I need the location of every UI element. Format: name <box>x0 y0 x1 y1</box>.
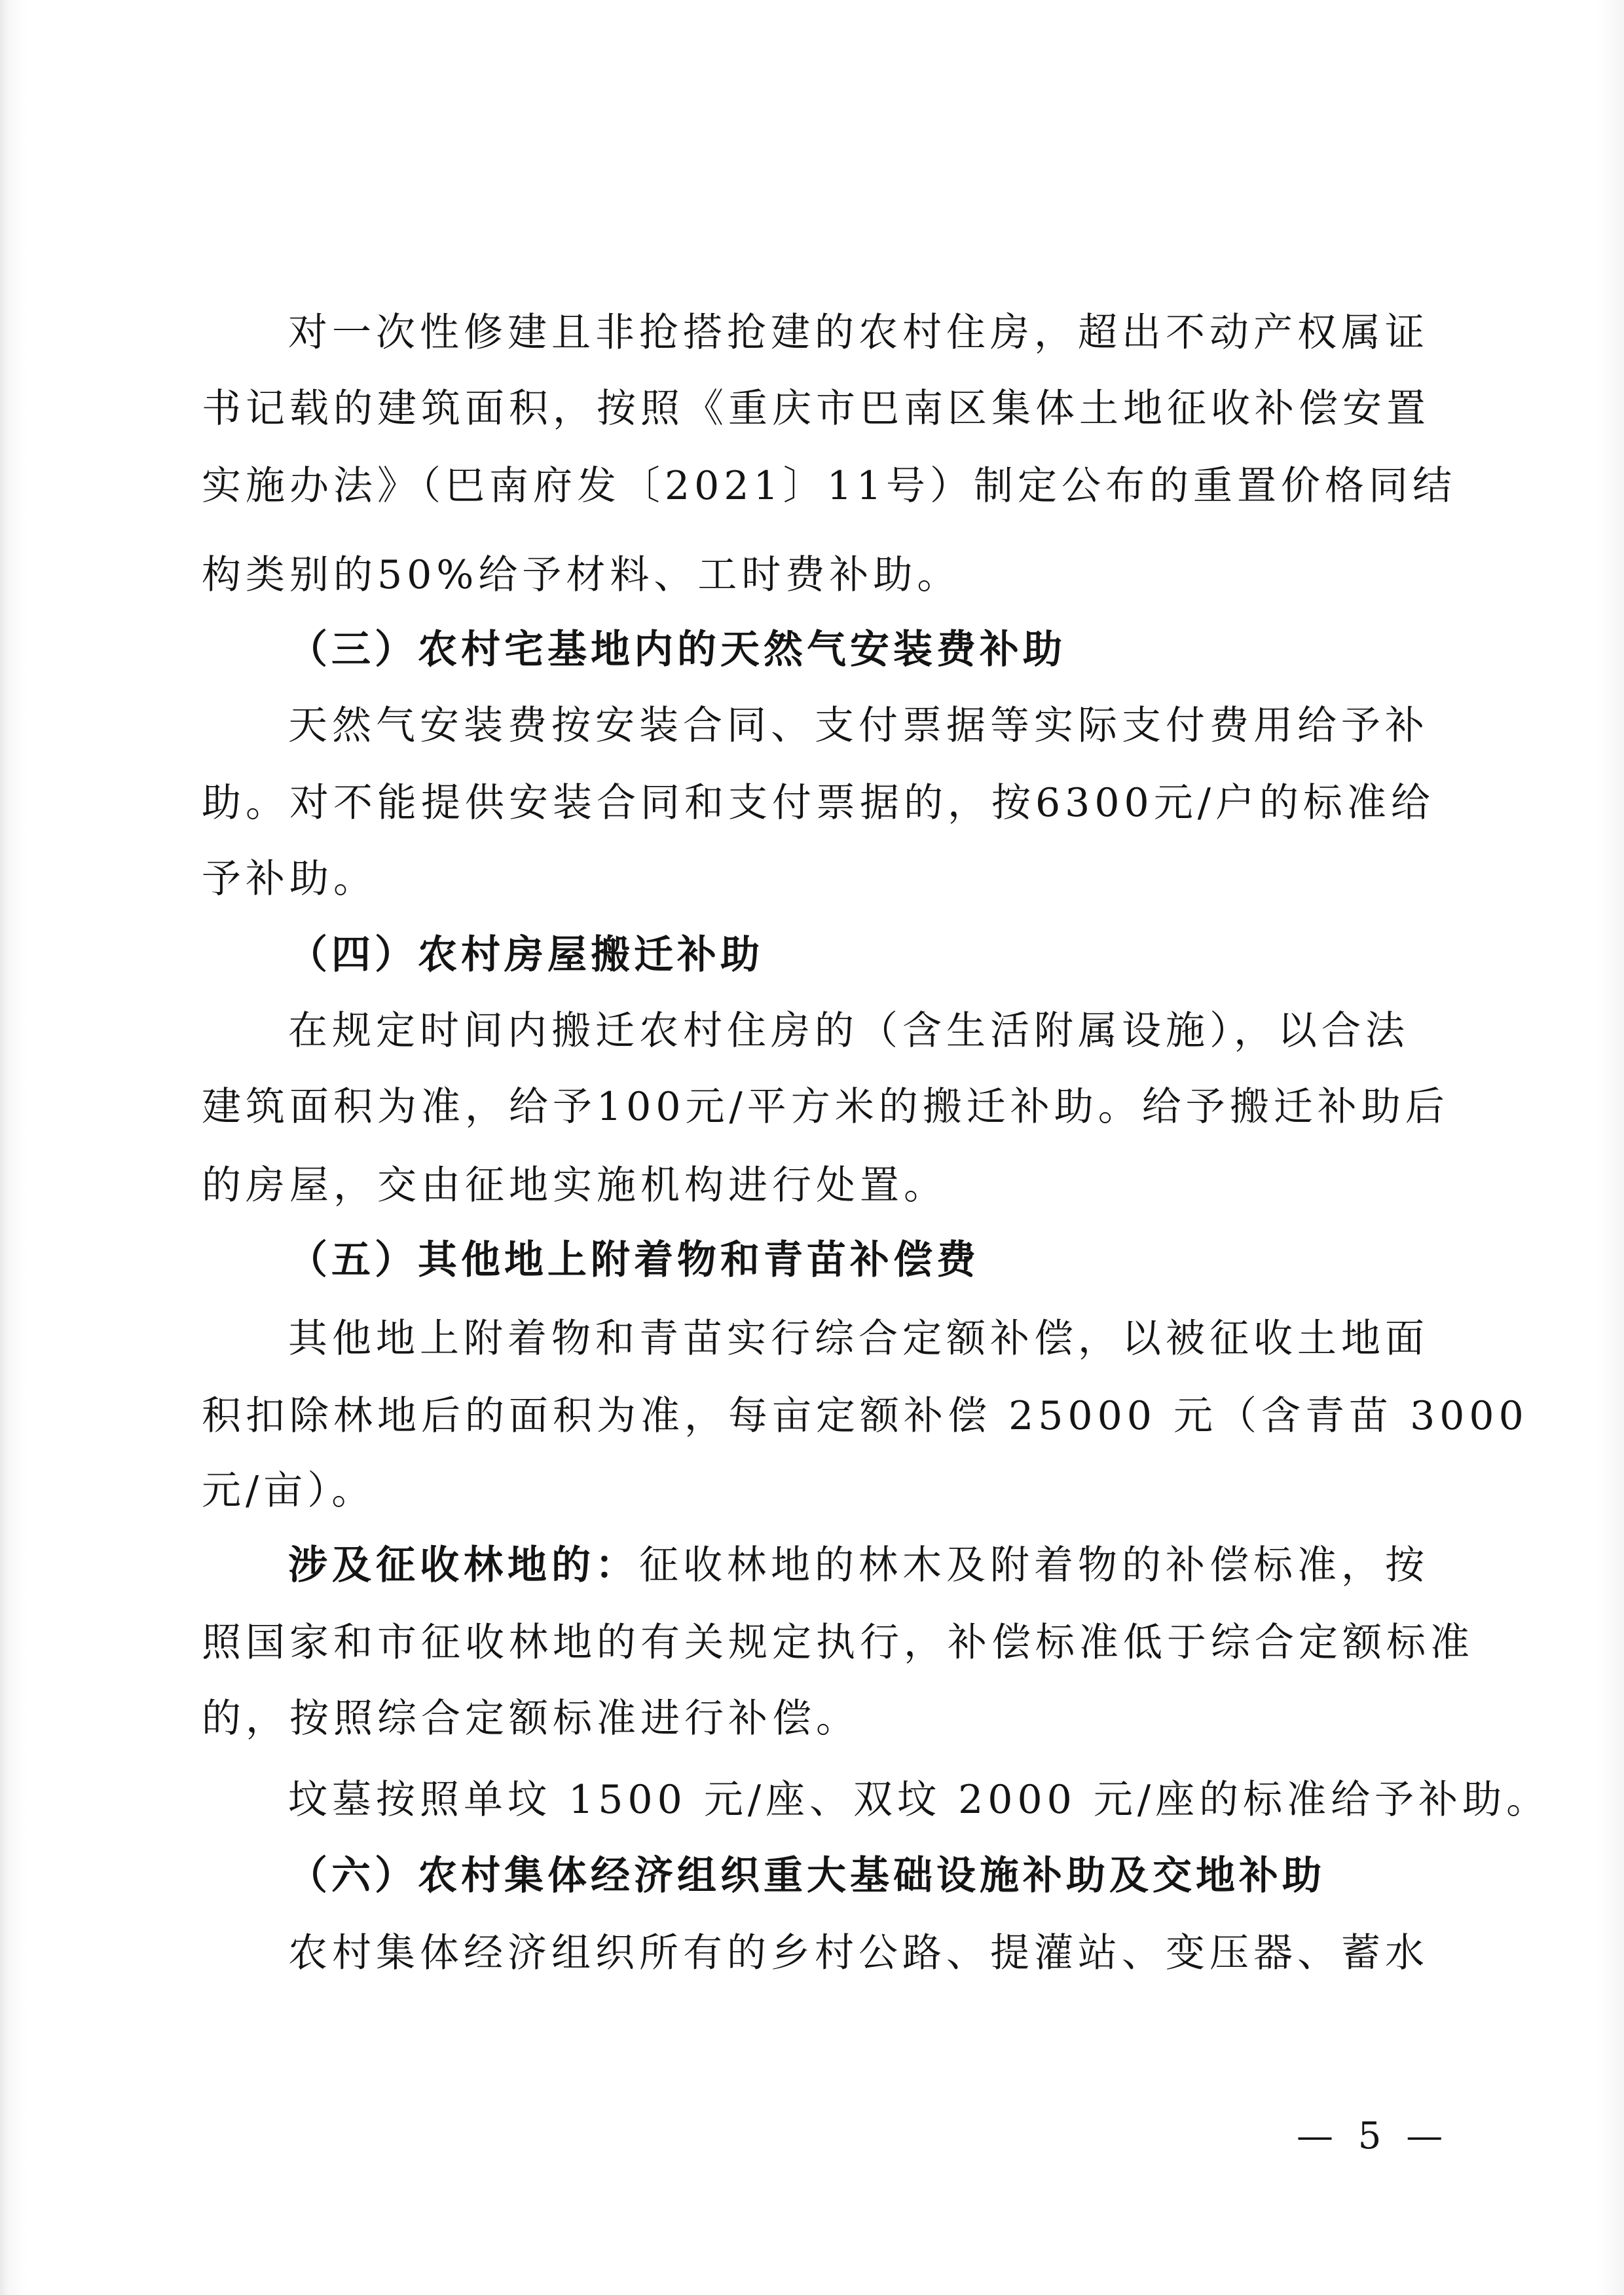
paragraph-line: 坟墓按照单坟 1500 元/座、双坟 2000 元/座的标准给予补助。 <box>288 1777 1551 1823</box>
paragraph-line: 其他地上附着物和青苗实行综合定额补偿，以被征收土地面 <box>288 1316 1429 1362</box>
paragraph-line: 予补助。 <box>202 856 377 902</box>
paragraph-line: 积扣除林地后的面积为准，每亩定额补偿 25000 元（含青苗 3000 <box>202 1393 1528 1439</box>
paragraph-text: 征收林地的林木及附着物的补偿标准，按 <box>639 1542 1429 1588</box>
section-heading: （五）其他地上附着物和青苗补偿费 <box>288 1237 980 1283</box>
paragraph-line: 照国家和市征收林地的有关规定执行，补偿标准低于综合定额标准 <box>202 1620 1474 1666</box>
paragraph-line: 的房屋，交由征地实施机构进行处置。 <box>202 1163 948 1208</box>
paragraph-line: 元/亩）。 <box>202 1468 376 1514</box>
paragraph-line: 构类别的50%给予材料、工时费补助。 <box>202 552 961 598</box>
paragraph-line: 助。对不能提供安装合同和支付票据的，按6300元/户的标准给 <box>202 780 1435 826</box>
paragraph-line: 农村集体经济组织所有的乡村公路、提灌站、变压器、蓄水 <box>288 1930 1429 1976</box>
section-heading: （六）农村集体经济组织重大基础设施补助及交地补助 <box>288 1853 1325 1899</box>
paragraph-line: 实施办法》（巴南府发〔2021〕11号）制定公布的重置价格同结 <box>202 463 1457 509</box>
paragraph-line: 书记载的建筑面积，按照《重庆市巴南区集体土地征收补偿安置 <box>202 386 1430 432</box>
section-heading: （四）农村房屋搬迁补助 <box>288 932 764 978</box>
paragraph-line: 天然气安装费按安装合同、支付票据等实际支付费用给予补 <box>288 703 1429 749</box>
paragraph-line: 在规定时间内搬迁农村住房的（含生活附属设施），以合法 <box>288 1008 1409 1054</box>
paragraph-line: 建筑面积为准，给予100元/平方米的搬迁补助。给予搬迁补助后 <box>202 1084 1449 1130</box>
paragraph-line: 对一次性修建且非抢搭抢建的农村住房，超出不动产权属证 <box>288 310 1429 356</box>
paragraph-line: 的，按照综合定额标准进行补偿。 <box>202 1696 860 1742</box>
section-heading: （三）农村宅基地内的天然气安装费补助 <box>288 627 1066 673</box>
bold-lead-text: 涉及征收林地的： <box>288 1542 639 1588</box>
page-number: — 5 — <box>1297 2115 1450 2157</box>
paragraph-line <box>288 1539 1429 1592</box>
